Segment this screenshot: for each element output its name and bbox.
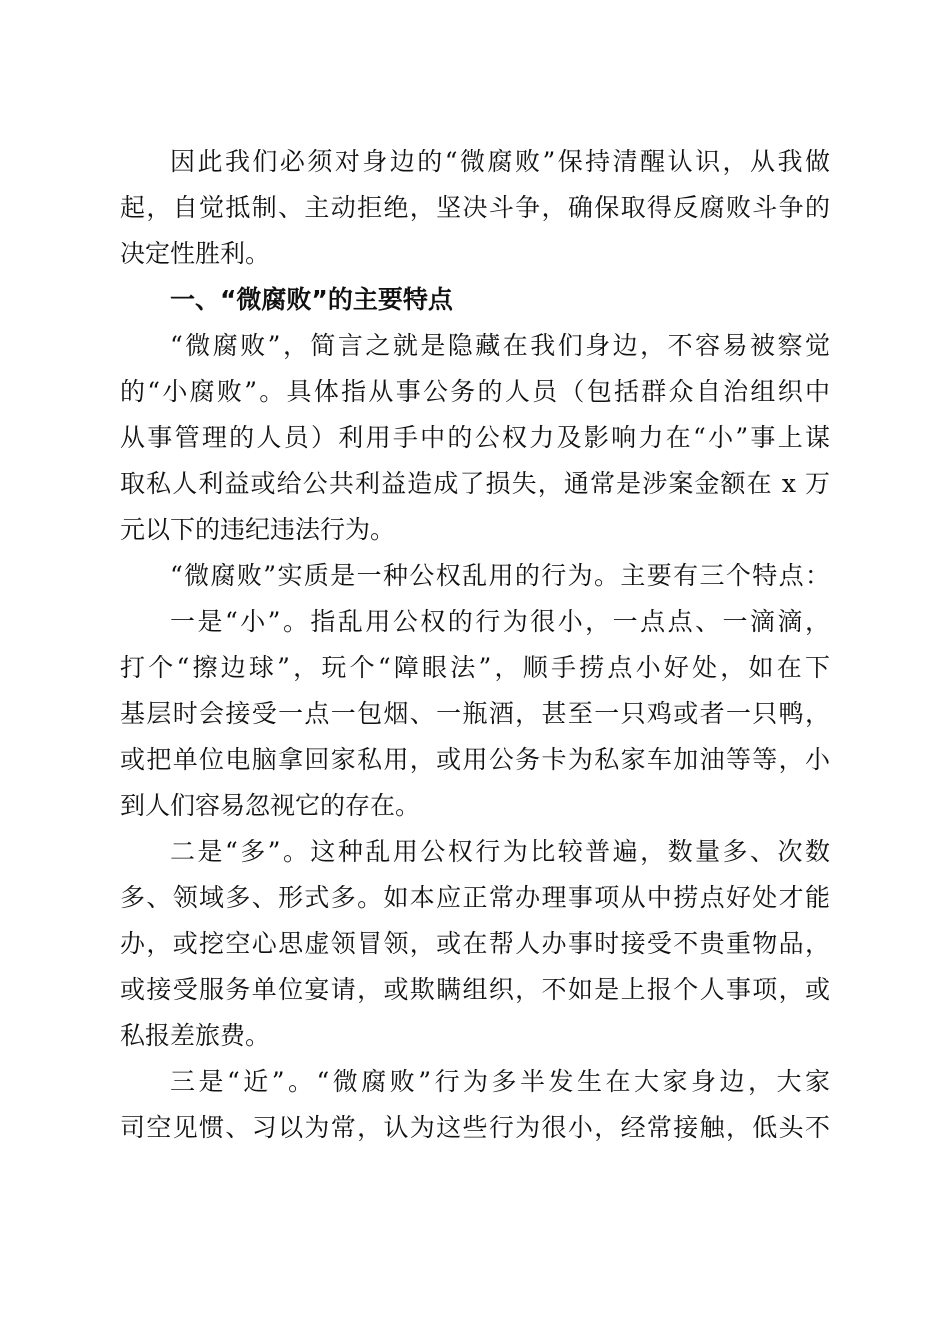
paragraph-line: 或把单位电脑拿回家私用，或用公务卡为私家车加油等等，小 — [120, 745, 830, 774]
paragraph-line: 司空见惯、习以为常，认为这些行为很小，经常接触，低头不 — [120, 1113, 830, 1142]
paragraph-line: “微腐败”，简言之就是隐藏在我们身边，不容易被察觉 — [170, 331, 830, 360]
paragraph-line: 基层时会接受一点一包烟、一瓶酒，甚至一只鸡或者一只鸭， — [120, 699, 830, 728]
paragraph-line: “微腐败”实质是一种公权乱用的行为。主要有三个特点： — [170, 561, 830, 590]
paragraph-line: 二是“多”。这种乱用公权行为比较普遍，数量多、次数 — [170, 837, 830, 866]
paragraph-line: 起，自觉抵制、主动拒绝，坚决斗争，确保取得反腐败斗争的 — [120, 193, 830, 222]
paragraph-line: 私报差旅费。 — [120, 1021, 271, 1050]
paragraph-line: 多、领域多、形式多。如本应正常办理事项从中捞点好处才能 — [120, 883, 830, 912]
paragraph-line: 从事管理的人员）利用手中的公权力及影响力在“小”事上谋 — [120, 423, 830, 452]
paragraph-line: 元以下的违纪违法行为。 — [120, 515, 396, 544]
paragraph-line: 一是“小”。指乱用公权的行为很小，一点点、一滴滴， — [170, 607, 830, 636]
paragraph-line: 取私人利益或给公共利益造成了损失，通常是涉案金额在 x 万 — [120, 469, 830, 498]
paragraph-line: 到人们容易忽视它的存在。 — [120, 791, 421, 820]
paragraph-line: 打个“擦边球”，玩个“障眼法”，顺手捞点小好处，如在下 — [120, 653, 830, 682]
paragraph-line: 的“小腐败”。具体指从事公务的人员（包括群众自治组织中 — [120, 377, 830, 406]
paragraph-line: 三是“近”。“微腐败”行为多半发生在大家身边，大家 — [170, 1067, 830, 1096]
paragraph-line: 决定性胜利。 — [120, 239, 271, 268]
paragraph-line: 办，或挖空心思虚领冒领，或在帮人办事时接受不贵重物品， — [120, 929, 830, 958]
paragraph-line: 因此我们必须对身边的“微腐败”保持清醒认识，从我做 — [170, 147, 830, 176]
section-heading: 一、“微腐败”的主要特点 — [170, 285, 453, 314]
paragraph-line: 或接受服务单位宴请，或欺瞒组织，不如是上报个人事项，或 — [120, 975, 830, 1004]
